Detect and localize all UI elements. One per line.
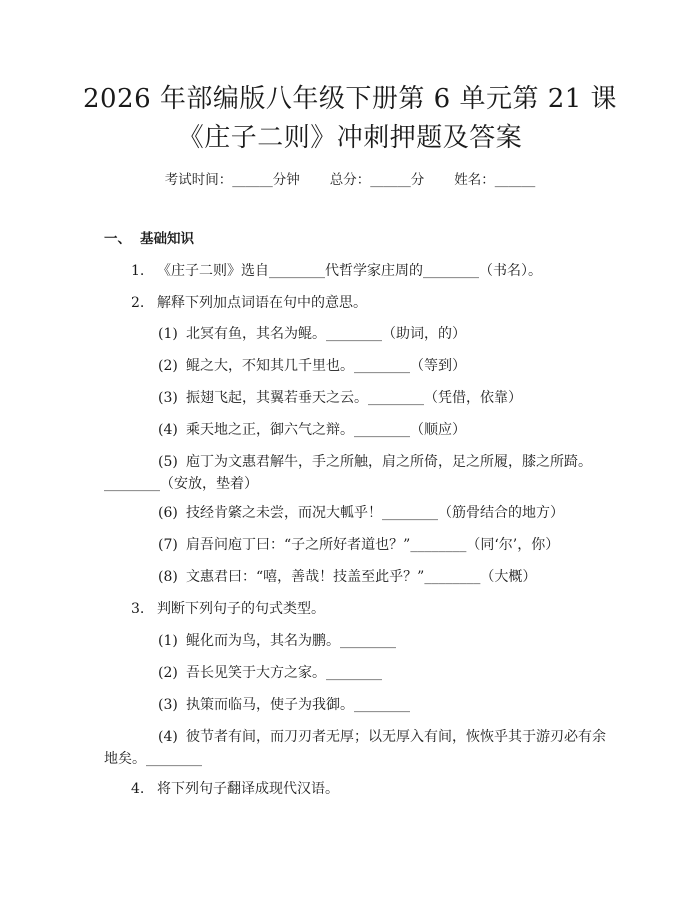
question-1 <box>131 261 542 281</box>
sub-item-continuation <box>104 749 202 769</box>
section-title: 基础知识 <box>140 231 194 247</box>
question-4 <box>131 779 339 799</box>
exam-score-label: 总分：______分 <box>329 172 425 188</box>
sub-item-text: 吾长见笑于大方之家。________ <box>186 665 382 681</box>
sub-item <box>158 535 559 555</box>
sub-item-text: ________（安放，垫着） <box>104 476 258 492</box>
sub-item-text: 振翅飞起，其翼若垂天之云。________（凭借，依靠） <box>186 390 522 406</box>
sub-item <box>158 631 396 651</box>
question-number: 3. <box>131 601 145 617</box>
document-title-line-1: 2026 年部编版八年级下册第 6 单元第 21 课 <box>82 84 618 114</box>
question-text: 《庄子二则》选自________代哲学家庄周的________（书名）。 <box>157 263 542 279</box>
question-text: 判断下列句子的句式类型。 <box>157 601 325 617</box>
question-number: 2. <box>131 295 145 311</box>
sub-item-text: 肩吾问庖丁曰：“子之所好者道也？”________（同‘尔’，你） <box>186 537 560 553</box>
sub-item-number: (5) <box>158 454 178 470</box>
question-text: 将下列句子翻译成现代汉语。 <box>157 781 339 797</box>
question-number: 4. <box>131 781 145 797</box>
sub-item-number: (2) <box>158 665 178 681</box>
sub-item-text: 彼节者有间，而刀刃者无厚；以无厚入有间，恢恢乎其于游刃必有余 <box>186 729 606 745</box>
sub-item-text: 地矣。________ <box>104 751 202 767</box>
sub-item-text: 技经肯綮之未尝，而况大軱乎！________（筋骨结合的地方） <box>186 505 564 521</box>
exam-info <box>0 168 700 188</box>
sub-item-text: 北冥有鱼，其名为鲲。________（助词，的） <box>186 326 466 342</box>
sub-item-text: 执策而临马，使子为我御。________ <box>186 697 410 713</box>
question-3 <box>131 599 325 619</box>
question-2 <box>131 293 367 313</box>
sub-item-number: (1) <box>158 633 178 649</box>
sub-item-text: 鲲之大，不知其几千里也。________（等到） <box>186 358 466 374</box>
sub-item <box>158 388 522 408</box>
sub-item-text: 文惠君曰：“嘻，善哉！技盖至此乎？”________（大概） <box>186 569 537 585</box>
sub-item <box>158 663 382 683</box>
sub-item-number: (8) <box>158 569 178 585</box>
sub-item-number: (3) <box>158 697 178 713</box>
sub-item-text: 乘天地之正，御六气之辩。________（顺应） <box>186 422 466 438</box>
sub-item-number: (1) <box>158 326 178 342</box>
question-text: 解释下列加点词语在句中的意思。 <box>157 295 367 311</box>
sub-item <box>158 503 564 523</box>
sub-item-number: (6) <box>158 505 178 521</box>
sub-item <box>158 695 410 715</box>
sub-item-number: (7) <box>158 537 178 553</box>
sub-item-number: (3) <box>158 390 178 406</box>
sub-item-continuation <box>104 474 258 494</box>
sub-item <box>158 727 606 747</box>
document-title-line-2: 《庄子二则》冲刺押题及答案 <box>177 123 523 153</box>
sub-item <box>158 567 536 587</box>
sub-item-number: (4) <box>158 729 178 745</box>
sub-item-text: 鲲化而为鸟，其名为鹏。________ <box>186 633 396 649</box>
sub-item-number: (4) <box>158 422 178 438</box>
sub-item-number: (2) <box>158 358 178 374</box>
sub-item-text: 庖丁为文惠君解牛，手之所触，肩之所倚，足之所履，膝之所踦。 <box>186 454 592 470</box>
sub-item <box>158 420 466 440</box>
sub-item <box>158 356 466 376</box>
section-heading <box>104 229 194 249</box>
exam-name-label: 姓名：______ <box>454 172 536 188</box>
exam-time-label: 考试时间：______分钟 <box>164 172 300 188</box>
section-marker: 一、 <box>104 231 131 247</box>
sub-item <box>158 324 466 344</box>
question-number: 1. <box>131 263 145 279</box>
sub-item <box>158 452 592 472</box>
